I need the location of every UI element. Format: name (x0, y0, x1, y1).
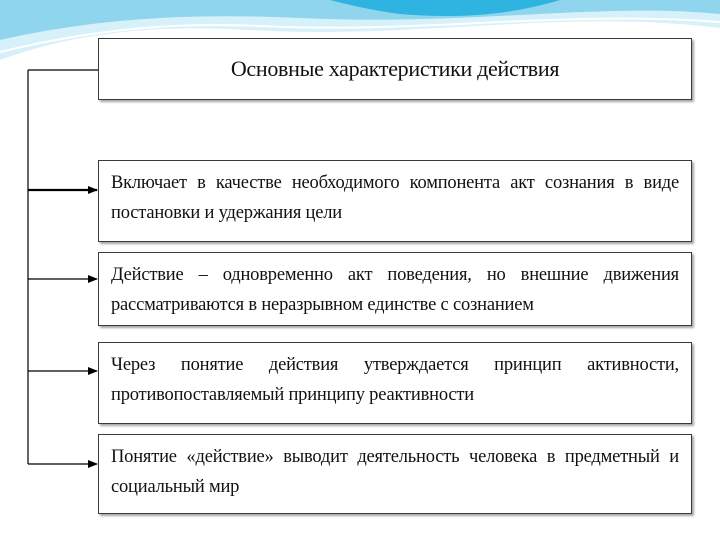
characteristic-box-3 (98, 342, 692, 424)
characteristic-box-2 (98, 252, 692, 326)
characteristic-text-2: Действие – одновременно акт поведения, но внешние движения рассматриваются в неразрывном единстве с сознанием (111, 265, 679, 315)
characteristic-text-4: Понятие «действие» выводит деятельность человека в предметный и социальный мир (111, 447, 679, 497)
title-box (98, 38, 692, 100)
characteristic-text-1: Включает в качестве необходимого компонента акт сознания в виде постановки и удержания цели (111, 173, 679, 223)
page-title: Основные характеристики действия (230, 56, 560, 81)
characteristic-text-3: Через понятие действия утверждается принцип активности, противопоставляемый принципу реактивности (111, 355, 679, 405)
characteristic-box-1 (98, 160, 692, 242)
characteristic-box-4 (98, 434, 692, 514)
